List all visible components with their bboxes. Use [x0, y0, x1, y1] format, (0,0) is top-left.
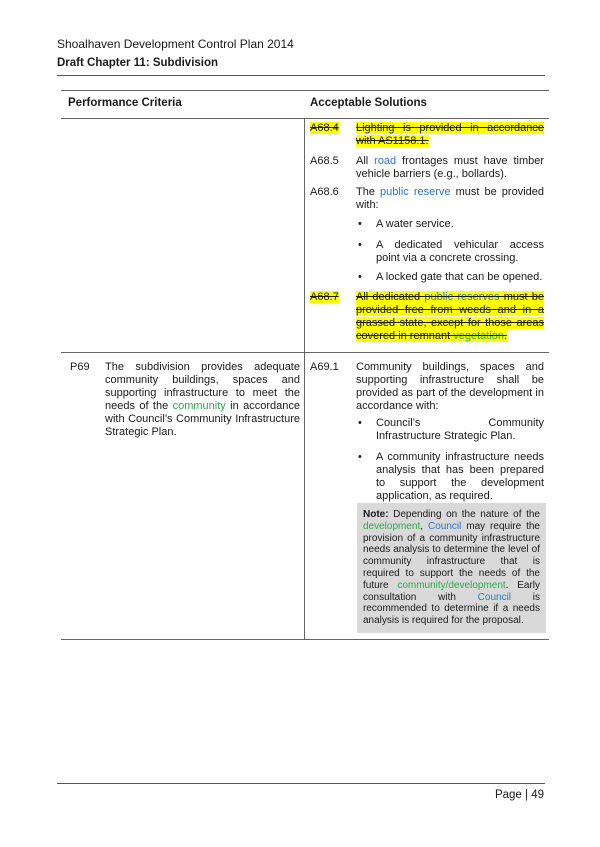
road-link[interactable]: road: [374, 155, 397, 167]
table-header-row: [61, 90, 549, 119]
bullet-icon: •: [358, 271, 362, 283]
criteria-code-p69: P69: [70, 361, 90, 373]
note-box: Note: Depending on the nature of the development, Council may require the provision of a community infrastructure needs analysis to determine the level of community infrastructure that is required to support the needs of the future community/development. Early consultation with Council is recommended to determine if a needs analysis is required for the proposal.: [357, 503, 546, 633]
list-item: A dedicated vehicular access point via a concrete crossing.: [376, 239, 544, 264]
column-header-acceptable: Acceptable Solutions: [310, 97, 427, 109]
solution-code-a69-1: A69.1: [310, 361, 339, 373]
council-link[interactable]: Council: [427, 520, 462, 532]
document-title: Shoalhaven Development Control Plan 2014: [57, 37, 294, 51]
solution-code-a68-6: A68.6: [310, 186, 339, 198]
council-link[interactable]: Council: [477, 591, 512, 603]
solution-text-a68-4: Lighting is provided in accordance with AS1158.1.: [356, 122, 544, 147]
vegetation-link[interactable]: vegetation: [453, 330, 504, 342]
footer-divider: [57, 783, 545, 784]
note-label: Note:: [363, 509, 389, 520]
solution-code-a68-4: A68.4: [310, 122, 339, 134]
page-number: Page | 49: [494, 789, 544, 801]
column-divider: [304, 119, 305, 352]
bullet-icon: •: [358, 417, 362, 429]
table-row: [61, 353, 549, 640]
solution-code-a68-5: A68.5: [310, 155, 339, 167]
public-reserve-link[interactable]: public reserve: [380, 186, 451, 198]
column-divider: [304, 353, 305, 639]
list-item: A water service.: [376, 218, 454, 230]
solution-code-a68-7: A68.7: [310, 291, 339, 303]
solution-text-a68-5: All road frontages must have timber vehicle barriers (e.g., bollards).: [356, 155, 545, 180]
development-link[interactable]: development: [363, 520, 421, 532]
list-item: A locked gate that can be opened.: [376, 271, 543, 283]
list-item: Council’s Community Infrastructure Strategic Plan.: [376, 417, 544, 442]
column-header-performance: Performance Criteria: [68, 97, 182, 109]
solution-text-a68-6: The public reserve must be provided with:: [356, 186, 545, 211]
bullet-icon: •: [358, 239, 362, 251]
bullet-icon: •: [358, 451, 362, 463]
table-row: [61, 119, 549, 353]
chapter-title: Draft Chapter 11: Subdivision: [57, 57, 219, 69]
community-link[interactable]: community: [172, 400, 226, 412]
solution-text-a69-1: Community buildings, spaces and supporting infrastructure shall be provided as part of the development in accordance with:: [356, 361, 544, 412]
page-header: [57, 36, 545, 71]
criteria-text-p69: The subdivision provides adequate community buildings, spaces and supporting infrastructure to meet the needs of the community in accordance with Council’s Community Infrastructure Strategic Plan.: [105, 361, 301, 438]
header-divider: [57, 75, 545, 76]
bullet-icon: •: [358, 218, 362, 230]
criteria-table: [61, 90, 549, 640]
public-reserves-link[interactable]: public reserves: [424, 291, 500, 303]
community-development-link[interactable]: community/development: [397, 579, 506, 591]
list-item: A community infrastructure needs analysis that has been prepared to support the development application, as required.: [376, 451, 544, 502]
solution-text-a68-7: All dedicated public reserves must be provided free from weeds and in a grassed state, except for those areas covered in remnant vegetation.: [356, 291, 544, 342]
